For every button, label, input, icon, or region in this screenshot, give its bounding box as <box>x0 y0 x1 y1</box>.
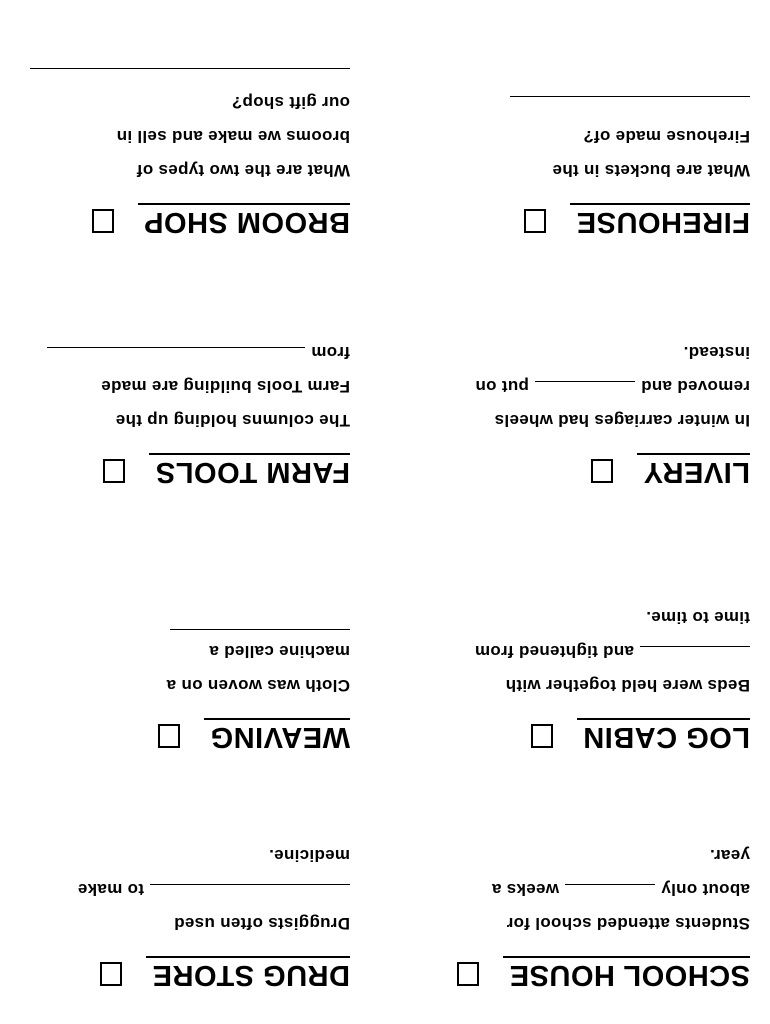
question-line: Students attended school for <box>506 914 750 933</box>
answer-blank[interactable] <box>47 347 305 365</box>
question <box>410 96 750 187</box>
answer-blank[interactable] <box>150 884 350 902</box>
question-line: What are the two types of <box>136 161 350 180</box>
question-line: time to time. <box>645 608 750 627</box>
question-line: Farm Tools building are made <box>101 377 350 396</box>
card-drug-store <box>10 838 350 992</box>
station-title: DRUG STORE <box>146 956 350 992</box>
question-line: Beds were held together with <box>505 676 750 695</box>
card-school-house <box>410 838 750 992</box>
card-header <box>410 203 750 239</box>
checkbox[interactable] <box>158 724 180 748</box>
card-broom-shop <box>10 68 350 239</box>
checkbox[interactable] <box>103 459 125 483</box>
question-line: The columns holding up the <box>115 411 350 430</box>
checkbox[interactable] <box>591 459 613 483</box>
question <box>10 335 350 437</box>
card-weaving <box>10 629 350 754</box>
station-title: LOG CABIN <box>577 718 750 754</box>
question <box>10 629 350 702</box>
question-line: Druggists often used <box>173 914 350 933</box>
question-text: to make <box>77 880 144 899</box>
question-line <box>410 369 750 403</box>
question-line <box>410 634 750 668</box>
question-text: about only <box>661 880 750 899</box>
question-line: Cloth was woven on a <box>166 676 350 695</box>
card-header <box>410 453 750 489</box>
card-header <box>10 203 350 239</box>
question-text: put on <box>475 377 529 396</box>
question-line: machine called a <box>209 642 350 661</box>
checkbox[interactable] <box>457 962 479 986</box>
question-line: brooms we make and sell in <box>116 127 350 146</box>
question-line: In winter carriages had wheels <box>494 411 750 430</box>
station-title: LIVERY <box>637 453 750 489</box>
answer-blank[interactable] <box>535 381 635 399</box>
question-line: year. <box>709 846 750 865</box>
answer-blank[interactable] <box>510 96 750 97</box>
checkbox[interactable] <box>92 209 114 233</box>
card-firehouse <box>410 96 750 239</box>
question-line <box>10 335 350 369</box>
checkbox[interactable] <box>100 962 122 986</box>
question-text: weeks a <box>491 880 560 899</box>
card-header <box>10 718 350 754</box>
question-line <box>410 872 750 906</box>
question-text: from <box>311 343 350 362</box>
card-header <box>410 718 750 754</box>
question-line: instead. <box>683 343 750 362</box>
answer-blank[interactable] <box>170 629 350 630</box>
question-line <box>10 872 350 906</box>
answer-blank[interactable] <box>640 646 750 664</box>
card-header <box>410 956 750 992</box>
question-line: medicine. <box>268 846 350 865</box>
station-title: BROOM SHOP <box>138 203 350 239</box>
card-header <box>10 956 350 992</box>
question <box>410 600 750 702</box>
station-title: FIREHOUSE <box>570 203 750 239</box>
card-header <box>10 453 350 489</box>
question <box>10 68 350 187</box>
question-line: What are buckets in the <box>552 161 750 180</box>
question <box>410 335 750 437</box>
station-title: FARM TOOLS <box>149 453 350 489</box>
question-text: and tightened from <box>474 642 634 661</box>
question <box>10 838 350 940</box>
question-line: Firehouse made of? <box>583 127 750 146</box>
card-farm-tools <box>10 335 350 489</box>
answer-blank[interactable] <box>565 884 655 902</box>
station-title: SCHOOL HOUSE <box>503 956 750 992</box>
question-text: removed and <box>640 377 750 396</box>
card-livery <box>410 335 750 489</box>
checkbox[interactable] <box>531 724 553 748</box>
answer-blank[interactable] <box>30 68 350 69</box>
station-title: WEAVING <box>204 718 350 754</box>
card-log-cabin <box>410 600 750 754</box>
question-line: our gift shop? <box>231 93 350 112</box>
question <box>410 838 750 940</box>
checkbox[interactable] <box>524 209 546 233</box>
